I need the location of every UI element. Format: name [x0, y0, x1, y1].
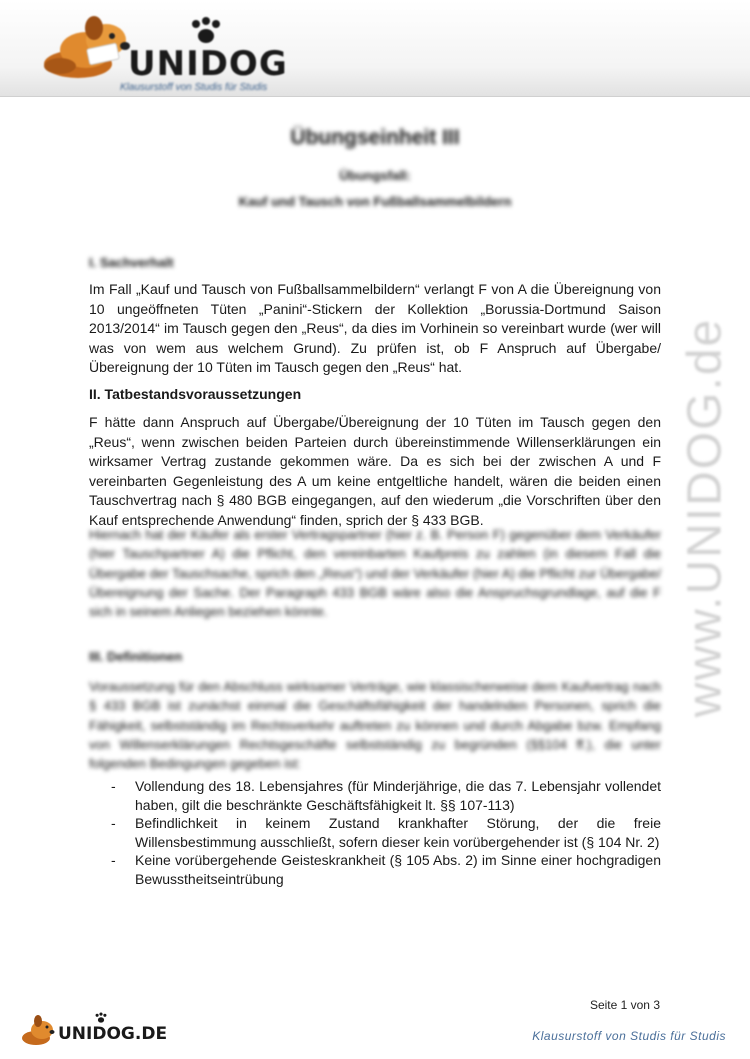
page-header	[0, 0, 750, 97]
list-item: - Keine vorübergehende Geisteskrankheit (§ 105 Abs. 2) im Sinne einer hochgradigen Bewusstheitseintrübung	[111, 852, 661, 887]
footer-logo	[18, 1010, 168, 1050]
paw-icon	[94, 1012, 108, 1024]
logo-wordmark: UNIDOG	[128, 44, 288, 84]
paragraph-sachverhalt: Im Fall „Kauf und Tausch von Fußballsammelbildern“ verlangt F von A die Übereignung von 10 ungeöffneten Tüten „Panini“-Stickern der Kollektion „Borussia-Dortmund Saison 2013/2014“ im Tausch gegen den „Reus“, da dies im Vorhinein so vereinbart wurde (wer will was von wem aus welchem Grund). Zu prüfen ist, ob F Anspruch auf Übergabe/Übereignung der 10 Tüten im Tausch gegen den „Reus“ hat.	[89, 281, 661, 375]
conditions-list	[89, 777, 661, 888]
page-number: Seite 1 von 3	[589, 998, 660, 1012]
dog-mascot-icon	[18, 1012, 58, 1048]
dog-mascot-icon	[28, 6, 138, 86]
unidog-logo	[28, 6, 328, 94]
section-heading-tatbestand: II. Tatbestandsvoraussetzungen	[89, 386, 302, 402]
footer-tagline: Klausurstoff von Studis für Studis	[532, 1029, 726, 1043]
list-item: - Befindlichkeit in keinem Zustand krankhafter Störung, der die freie Willensbestimmung ausschließt, sofern dieser kein vorübergehender ist (§ 104 Nr. 2)	[111, 815, 661, 850]
watermark	[655, 270, 745, 750]
paragraph-definitionen: Voraussetzung für den Abschluss wirksamer Verträge, wie klassischerweise dem Kaufvertrag nach § 433 BGB ist zunächst einmal die Geschäftsfähigkeit der handelnden Personen, sprich die Fähigkeit, selbstständig im Rechtsverkehr auftreten zu können und durch Abgabe bzw. Empfang von Willenserklärungen Rechtsgeschäfte selbstständig zu begründen (§§104 ff.), die unter folgenden Bedingungen gegeben ist:	[89, 679, 661, 772]
section-heading-definitionen: III. Definitionen	[89, 649, 183, 664]
section-heading-sachverhalt: I. Sachverhalt	[89, 255, 174, 270]
list-item: - Vollendung des 18. Lebensjahres (für Minderjährige, die das 7. Lebensjahr vollendet haben, gilt die beschränkte Geschäftsfähigkeit lt. §§ 107-113)	[111, 778, 661, 813]
paw-icon	[188, 16, 224, 46]
document-title: Übungseinheit III	[290, 126, 460, 149]
footer-wordmark: UNIDOG.DE	[58, 1024, 168, 1044]
watermark-text: www.UNIDOG.de	[678, 317, 732, 718]
paragraph-tatbestand: F hätte dann Anspruch auf Übergabe/Übereignung der 10 Tüten im Tausch gegen den „Reus“, wenn zwischen beiden Parteien durch übereinstimmende Willenserklärungen ein wirksamer Vertrag zustande gekommen wäre. Da es sich bei der zwischen A und F vereinbarten Gegenleistung des A um keine entgeltliche handelt, wären die beiden einen Tauschvertrag nach § 480 BGB eingegangen, auf den wiederum „die Vorschriften über den Kauf entsprechende Anwendung“ finden, sprich der § 433 BGB.	[89, 414, 661, 528]
document-subtitle: Übungsfall:	[339, 168, 411, 183]
case-name: Kauf und Tausch von Fußballsammelbildern	[238, 194, 512, 209]
logo-tagline: Klausurstoff von Studis für Studis	[120, 82, 268, 93]
paragraph-tatbestand-continued: Hiernach hat der Käufer als erster Vertragspartner (hier z. B. Person F) gegenüber dem Verkäufer (hier Tauschpartner A) die Pflicht, den vereinbarten Kaufpreis zu zahlen (in diesem Fall die Übergabe der Tauschsache, sprich den „Reus“) und der Verkäufer (hier A) die Pflicht zur Übergabe/Übereignung der Sache. Der Paragraph 433 BGB wäre also die Anspruchsgrundlage, auf die F sich in seinem Anliegen beziehen könnte.	[89, 527, 661, 620]
